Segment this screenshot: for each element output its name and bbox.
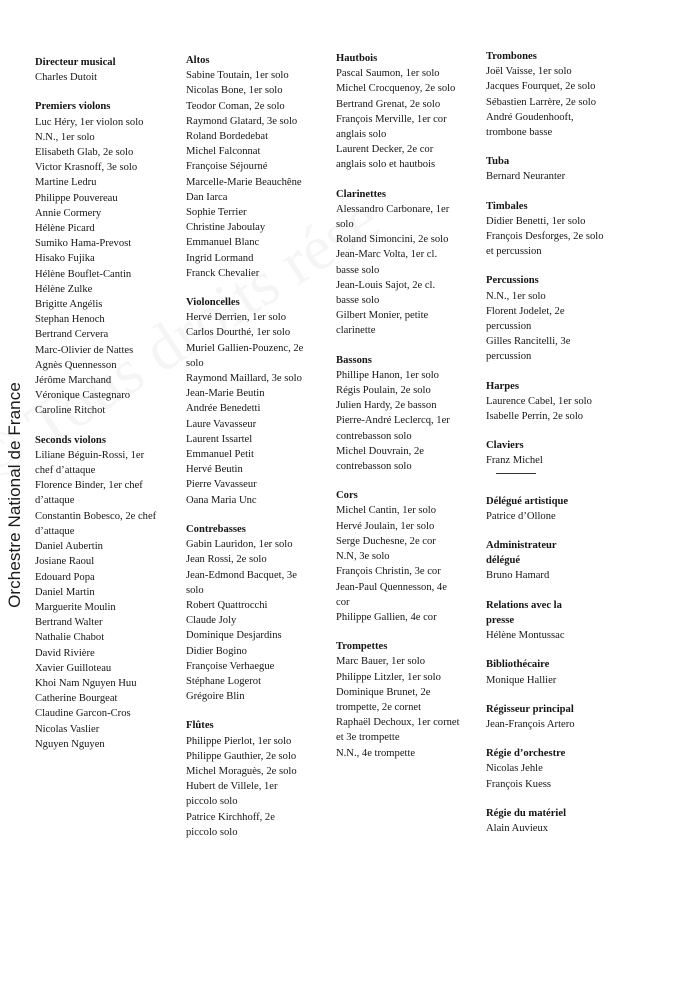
musician-entry: Philippe Pierlot, 1er solo	[186, 735, 292, 747]
column-2	[186, 53, 336, 840]
musician-entry: Philippe Gallien, 4e cor	[336, 611, 437, 623]
musician-entry: Daniel Aubertin	[35, 541, 103, 553]
section-heading: Régie d’orchestre	[486, 748, 566, 760]
musician-entry: N.N., 4e trompette	[336, 747, 416, 759]
section-premiers-violons	[35, 99, 185, 418]
section-heading: Contrebasses	[186, 523, 246, 535]
section-seconds-violons	[35, 433, 185, 752]
section-hautbois	[336, 51, 486, 173]
musician-entry: Franck Chevalier	[186, 267, 260, 279]
musician-entry: Andrée Benedetti	[186, 403, 261, 415]
musician-entry: Hélène Montussac	[486, 630, 565, 642]
column-3	[336, 51, 486, 761]
musician-entry: Véronique Castegnaro	[35, 390, 131, 402]
musician-entry: David Rivière	[35, 647, 95, 659]
musician-entry: Stéphane Logerot	[186, 675, 262, 687]
musician-entry: Jean-Marc Volta, 1er cl. basse solo	[336, 249, 438, 276]
musician-entry: Gabin Lauridon, 1er solo	[186, 539, 293, 551]
musician-entry: Bruno Hamard	[486, 570, 550, 582]
musician-entry: Patrice Kirchhoff, 2e piccolo solo	[186, 811, 275, 838]
section-heading: Bibliothécaire	[486, 659, 550, 671]
musician-entry: Raphaël Dechoux, 1er cornet et 3e trompette	[336, 717, 460, 744]
musician-entry: André Goudenhooft, trombone basse	[486, 111, 574, 139]
musician-entry: Nicolas Bone, 1er solo	[186, 85, 283, 97]
section-heading: Relations avec la presse	[486, 599, 562, 626]
section-heading: Percussions	[486, 275, 539, 287]
musician-entry: Muriel Gallien-Pouzenc, 2e solo	[186, 342, 304, 369]
musician-entry: Constantin Bobesco, 2e chef d’attaque	[35, 510, 157, 537]
section-heading: Directeur musical	[35, 57, 116, 68]
musician-entry: Gilbert Monier, petite clarinette	[336, 310, 429, 337]
musician-entry: Bertrand Cervera	[35, 329, 109, 341]
section-altos	[186, 53, 336, 281]
section-heading: Flûtes	[186, 720, 214, 732]
section-divider	[496, 473, 536, 474]
musician-entry: Hélène Bouflet-Cantin	[35, 268, 132, 280]
musician-entry: Jean-Louis Sajot, 2e cl. basse solo	[336, 279, 436, 307]
musician-entry: Charles Dutoit	[35, 72, 98, 84]
musician-entry: Laure Vavasseur	[186, 418, 257, 430]
musician-entry: Josiane Raoul	[35, 556, 95, 568]
section-heading: Administrateur délégué	[486, 540, 557, 567]
musician-entry: Nguyen Nguyen	[35, 738, 105, 750]
musician-entry: Phillipe Hanon, 1er solo	[336, 369, 439, 381]
musician-entry: Sabine Toutain, 1er solo	[186, 70, 289, 82]
musician-entry: Jean-Marie Beutin	[186, 388, 265, 400]
musician-entry: Raymond Glatard, 3e solo	[186, 115, 298, 127]
musician-entry: Pierre Vavasseur	[186, 479, 257, 491]
section-bassons	[336, 353, 486, 475]
musician-entry: Julien Hardy, 2e basson	[336, 400, 437, 412]
musician-entry: Jean-François Artero	[486, 718, 575, 730]
musician-entry: Victor Krasnoff, 3e solo	[35, 162, 138, 174]
musician-entry: Sumiko Hama-Prevost	[35, 238, 132, 250]
musician-entry: Hervé Joulain, 1er solo	[336, 520, 435, 532]
musician-entry: Jean-Edmond Bacquet, 3e solo	[186, 569, 297, 596]
musician-entry: François Christin, 3e cor	[336, 566, 441, 578]
section-trombones	[486, 49, 636, 140]
side-title-text: Orchestre National de France	[5, 382, 25, 608]
section-heading: Seconds violons	[35, 434, 106, 446]
musician-entry: Roland Simoncini, 2e solo	[336, 234, 449, 246]
musician-entry: Liliane Béguin-Rossi, 1er chef d’attaque	[35, 449, 145, 477]
musician-entry: Michel Moraguès, 2e solo	[186, 765, 297, 777]
musician-entry: Sébastien Larrère, 2e solo	[486, 96, 597, 108]
section-cors	[336, 488, 486, 625]
musician-entry: Philippe Gauthier, 2e solo	[186, 750, 297, 762]
section-trompettes	[336, 639, 486, 761]
section-heading: Premiers violons	[35, 101, 111, 113]
section-bibliothecaire	[486, 657, 636, 687]
musician-entry: Isabelle Perrin, 2e solo	[486, 411, 584, 423]
musician-entry: Agnès Quennesson	[35, 359, 117, 371]
musician-entry: François Desforges, 2e solo et percussion	[486, 231, 604, 258]
musician-entry: Caroline Ritchot	[35, 405, 106, 417]
musician-entry: Marc-Olivier de Nattes	[35, 344, 134, 356]
section-directeur-musical	[35, 55, 185, 85]
section-regisseur-principal	[486, 702, 636, 732]
section-heading: Cors	[336, 490, 358, 502]
musician-entry: N.N, 3e solo	[336, 551, 390, 563]
section-violoncelles	[186, 295, 336, 508]
section-heading: Claviers	[486, 440, 524, 452]
musician-entry: Christine Jaboulay	[186, 222, 266, 234]
musician-entry: Stephan Henoch	[35, 314, 105, 326]
musician-entry: Sophie Terrier	[186, 207, 247, 219]
musician-entry: Carlos Dourthé, 1er solo	[186, 327, 291, 339]
musician-entry: Didier Bogino	[186, 645, 247, 657]
section-heading: Timbales	[486, 200, 528, 212]
section-heading: Altos	[186, 55, 210, 66]
musician-entry: Serge Duchesne, 2e cor	[336, 535, 436, 547]
musician-entry: Brigitte Angélis	[35, 299, 103, 311]
musician-entry: Marcelle-Marie Beauchêne	[186, 176, 302, 188]
column-4	[486, 49, 636, 836]
musician-entry: Franz Michel	[486, 455, 543, 467]
musician-entry: Bernard Neuranter	[486, 171, 566, 183]
section-heading: Violoncelles	[186, 297, 240, 309]
musician-entry: Dominique Brunet, 2e trompette, 2e cornet	[336, 686, 431, 713]
section-heading: Trompettes	[336, 641, 388, 653]
section-harpes	[486, 379, 636, 425]
musician-entry: Emmanuel Blanc	[186, 237, 260, 249]
musician-entry: Florent Jodelet, 2e percussion	[486, 305, 565, 333]
musician-entry: Ingrid Lormand	[186, 252, 254, 264]
musician-entry: Michel Crocquenoy, 2e solo	[336, 83, 456, 95]
musician-entry: Monique Hallier	[486, 674, 557, 686]
musician-entry: Nicolas Vaslier	[35, 723, 100, 735]
musician-entry: Claudine Garcon-Cros	[35, 708, 131, 720]
section-timbales	[486, 199, 636, 260]
musician-entry: N.N., 1er solo	[35, 131, 95, 143]
musician-entry: Alain Auvieux	[486, 822, 549, 834]
section-administrateur-delegue	[486, 538, 636, 584]
musician-entry: Michel Douvrain, 2e contrebasson solo	[336, 445, 424, 473]
musician-entry: Philippe Pouvereau	[35, 192, 118, 204]
musician-entry: Xavier Guilloteau	[35, 662, 112, 674]
musician-entry: Jacques Fourquet, 2e solo	[486, 81, 596, 93]
musician-entry: Dominique Desjardins	[186, 630, 282, 642]
musician-entry: Marc Bauer, 1er solo	[336, 656, 426, 668]
section-heading: Clarinettes	[336, 188, 387, 200]
section-heading: Harpes	[486, 380, 519, 392]
musician-entry: Edouard Popa	[35, 571, 95, 583]
section-percussions	[486, 273, 636, 364]
section-tuba	[486, 154, 636, 184]
musician-entry: Didier Benetti, 1er solo	[486, 215, 586, 227]
musician-entry: Catherine Bourgeat	[35, 693, 118, 705]
section-heading: Délégué artistique	[486, 495, 569, 507]
section-heading: Bassons	[336, 354, 372, 366]
musician-entry: Jean Rossi, 2e solo	[186, 554, 267, 566]
musician-entry: Bertrand Walter	[35, 617, 103, 629]
musician-entry: Luc Héry, 1er violon solo	[35, 116, 144, 128]
musician-entry: Roland Bordedebat	[186, 131, 269, 143]
section-regie-du-materiel	[486, 806, 636, 836]
musician-entry: Claude Joly	[186, 615, 237, 627]
section-clarinettes	[336, 187, 486, 339]
musician-entry: Hubert de Villele, 1er piccolo solo	[186, 781, 278, 808]
musician-entry: François Kuess	[486, 778, 552, 790]
musician-entry: Joël Vaisse, 1er solo	[486, 66, 572, 78]
musician-entry: Laurent Decker, 2e cor anglais solo et hautbois	[336, 144, 436, 171]
musician-entry: Laurence Cabel, 1er solo	[486, 395, 592, 407]
musician-entry: Pierre-André Leclercq, 1er contrebasson solo	[336, 415, 450, 442]
musician-entry: Raymond Maillard, 3e solo	[186, 373, 302, 385]
section-heading: Régie du matériel	[486, 807, 567, 819]
section-contrebasses	[186, 522, 336, 704]
musician-entry: Hervé Derrien, 1er solo	[186, 312, 287, 324]
musician-entry: Françoise Verhaegue	[186, 660, 275, 672]
musician-entry: François Merville, 1er cor anglais solo	[336, 113, 447, 141]
musician-entry: Laurent Issartel	[186, 433, 253, 445]
musician-entry: Daniel Martin	[35, 586, 95, 598]
musician-entry: Michel Falconnat	[186, 146, 261, 158]
musician-entry: Hélène Picard	[35, 223, 95, 235]
musician-entry: Florence Binder, 1er chef d’attaque	[35, 480, 143, 507]
musician-entry: Hélène Zulke	[35, 283, 93, 295]
musician-entry: Hervé Beutin	[186, 464, 243, 476]
musician-entry: Patrice d’Ollone	[486, 510, 556, 522]
musician-entry: Dan Iarca	[186, 191, 228, 203]
musician-entry: Hisako Fujika	[35, 253, 95, 265]
column-1	[35, 55, 185, 752]
musician-entry: Pascal Saumon, 1er solo	[336, 68, 440, 80]
musician-entry: Annie Cormery	[35, 207, 102, 219]
musician-entry: Françoise Séjourné	[186, 161, 268, 173]
musician-entry: Nathalie Chabot	[35, 632, 105, 644]
section-heading: Trombones	[486, 51, 537, 62]
section-heading: Tuba	[486, 156, 510, 168]
musician-entry: Gilles Rancitelli, 3e percussion	[486, 336, 571, 363]
section-claviers	[486, 438, 636, 468]
musician-entry: Teodor Coman, 2e solo	[186, 100, 285, 112]
section-delegue-artistique	[486, 494, 636, 524]
musician-entry: Michel Cantin, 1er solo	[336, 505, 437, 517]
musician-entry: Marguerite Moulin	[35, 601, 116, 613]
side-title	[0, 382, 30, 608]
section-heading: Hautbois	[336, 53, 378, 64]
musician-entry: Bertrand Grenat, 2e solo	[336, 98, 441, 110]
musician-entry: Alessandro Carbonare, 1er solo	[336, 203, 450, 231]
musician-entry: Oana Maria Unc	[186, 494, 257, 506]
musician-entry: Elisabeth Glab, 2e solo	[35, 147, 134, 159]
musician-entry: Philippe Litzler, 1er solo	[336, 671, 441, 683]
musician-entry: Nicolas Jehle	[486, 763, 543, 775]
musician-entry: Grégoire Blin	[186, 691, 245, 703]
musician-entry: Khoi Nam Nguyen Huu	[35, 677, 137, 689]
musician-entry: Jérôme Marchand	[35, 375, 112, 387]
musician-entry: Régis Poulain, 2e solo	[336, 385, 431, 397]
section-relations-avec-la-presse	[486, 598, 636, 644]
musician-entry: Martine Ledru	[35, 177, 97, 189]
musician-entry: Robert Quattrocchi	[186, 599, 268, 611]
musician-entry: N.N., 1er solo	[486, 290, 546, 302]
section-heading: Régisseur principal	[486, 703, 574, 715]
musician-entry: Emmanuel Petit	[186, 449, 254, 461]
section-regie-d-orchestre	[486, 746, 636, 792]
musician-entry: Jean-Paul Quennesson, 4e cor	[336, 581, 447, 608]
section-flutes	[186, 718, 336, 840]
